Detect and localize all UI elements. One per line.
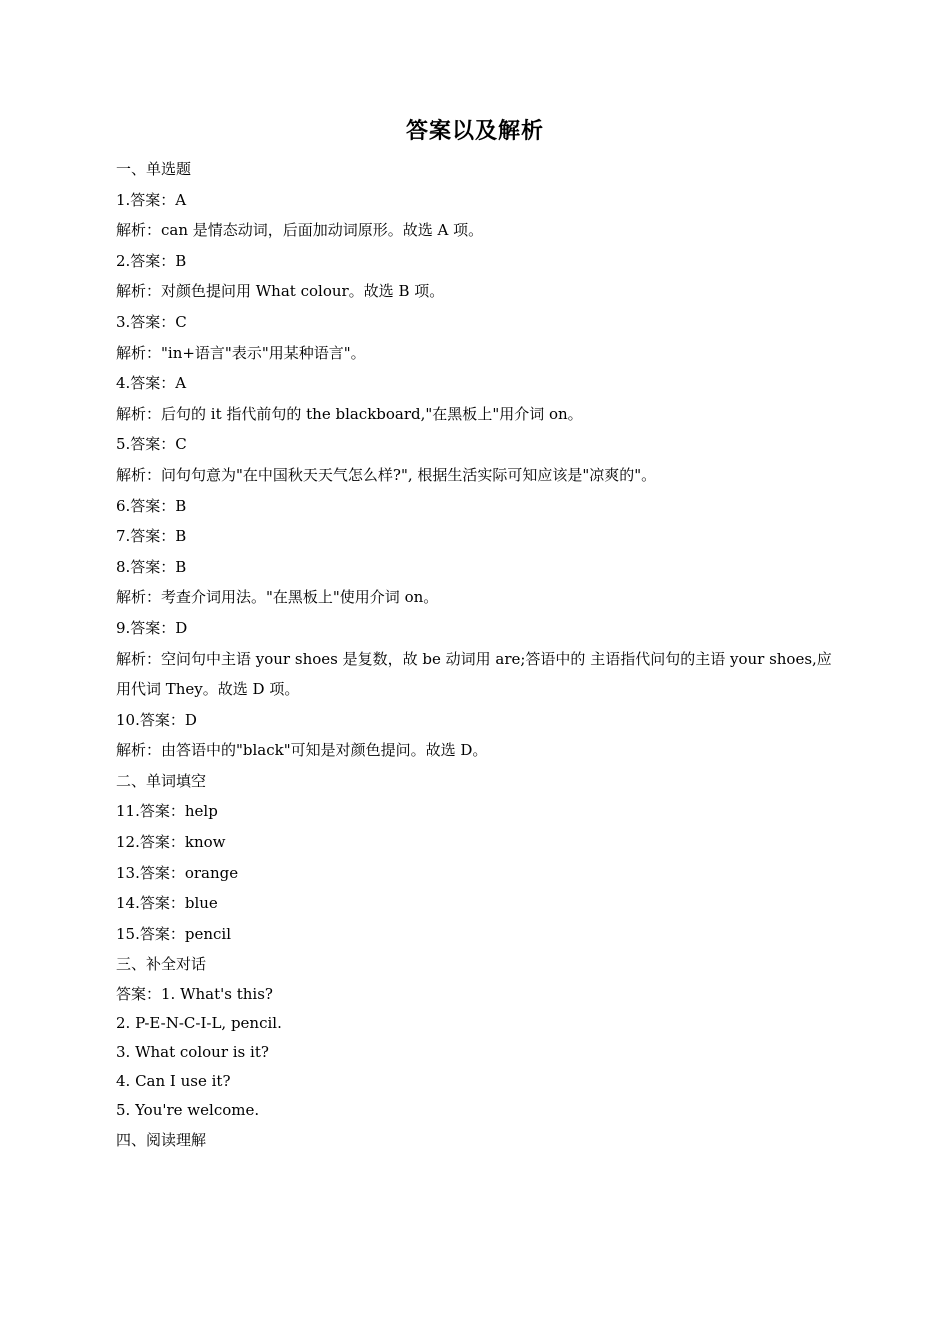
explanation-line: 解析：后句的 it 指代前句的 the blackboard,"在黑板上"用介词 on。	[116, 404, 583, 423]
explanation-line: 解析："in+语言"表示"用某种语言"。	[116, 343, 366, 362]
dialogue-line: 5. You're welcome.	[116, 1101, 260, 1120]
answer-line: 8.答案：B	[116, 557, 187, 576]
dialogue-line: 4. Can I use it?	[116, 1072, 231, 1091]
answer-line: 15.答案：pencil	[116, 924, 231, 943]
answer-line: 1.答案：A	[116, 190, 187, 209]
page-title: 答案以及解析	[405, 119, 544, 144]
explanation-line: 解析：空问句中主语 your shoes 是复数，故 be 动词用 are;答语中的 主语指代问句的主语 your shoes,应用代词 They。故选 D 项。	[116, 649, 832, 699]
answer-line: 11.答案：help	[116, 802, 218, 821]
answer-line: 10.答案：D	[116, 710, 197, 729]
answer-line: 12.答案：know	[116, 833, 226, 852]
answer-line: 14.答案：blue	[116, 894, 218, 913]
answer-line: 7.答案：B	[116, 527, 187, 546]
explanation-line: 解析：问句句意为"在中国秋天天气怎么样?", 根据生活实际可知应该是"凉爽的"。	[116, 465, 657, 484]
explanation-line: 解析：can 是情态动词，后面加动词原形。故选 A 项。	[116, 221, 484, 240]
section-heading-dialogue: 三、补全对话	[116, 955, 207, 974]
explanation-line: 解析：由答语中的"black"可知是对颜色提问。故选 D。	[116, 741, 488, 760]
answer-line: 3.答案：C	[116, 312, 187, 331]
explanation-line: 解析：考查介词用法。"在黑板上"使用介词 on。	[116, 588, 439, 607]
explanation-line: 解析：对颜色提问用 What colour。故选 B 项。	[116, 282, 445, 301]
section-heading-word-fill: 二、单词填空	[116, 771, 207, 790]
dialogue-line: 3. What colour is it?	[116, 1043, 269, 1062]
dialogue-line: 2. P-E-N-C-I-L, pencil.	[116, 1014, 282, 1033]
answer-line: 4.答案：A	[116, 374, 187, 393]
answer-line: 13.答案：orange	[116, 863, 239, 882]
answer-line: 2.答案：B	[116, 251, 187, 270]
dialogue-line: 答案：1. What's this?	[116, 985, 273, 1004]
document-body	[116, 154, 836, 1156]
answer-line: 5.答案：C	[116, 435, 187, 454]
answer-line: 9.答案：D	[116, 618, 188, 637]
section-heading-reading: 四、阅读理解	[116, 1131, 207, 1150]
section-heading-single-choice: 一、单选题	[116, 160, 192, 178]
answer-line: 6.答案：B	[116, 496, 187, 515]
